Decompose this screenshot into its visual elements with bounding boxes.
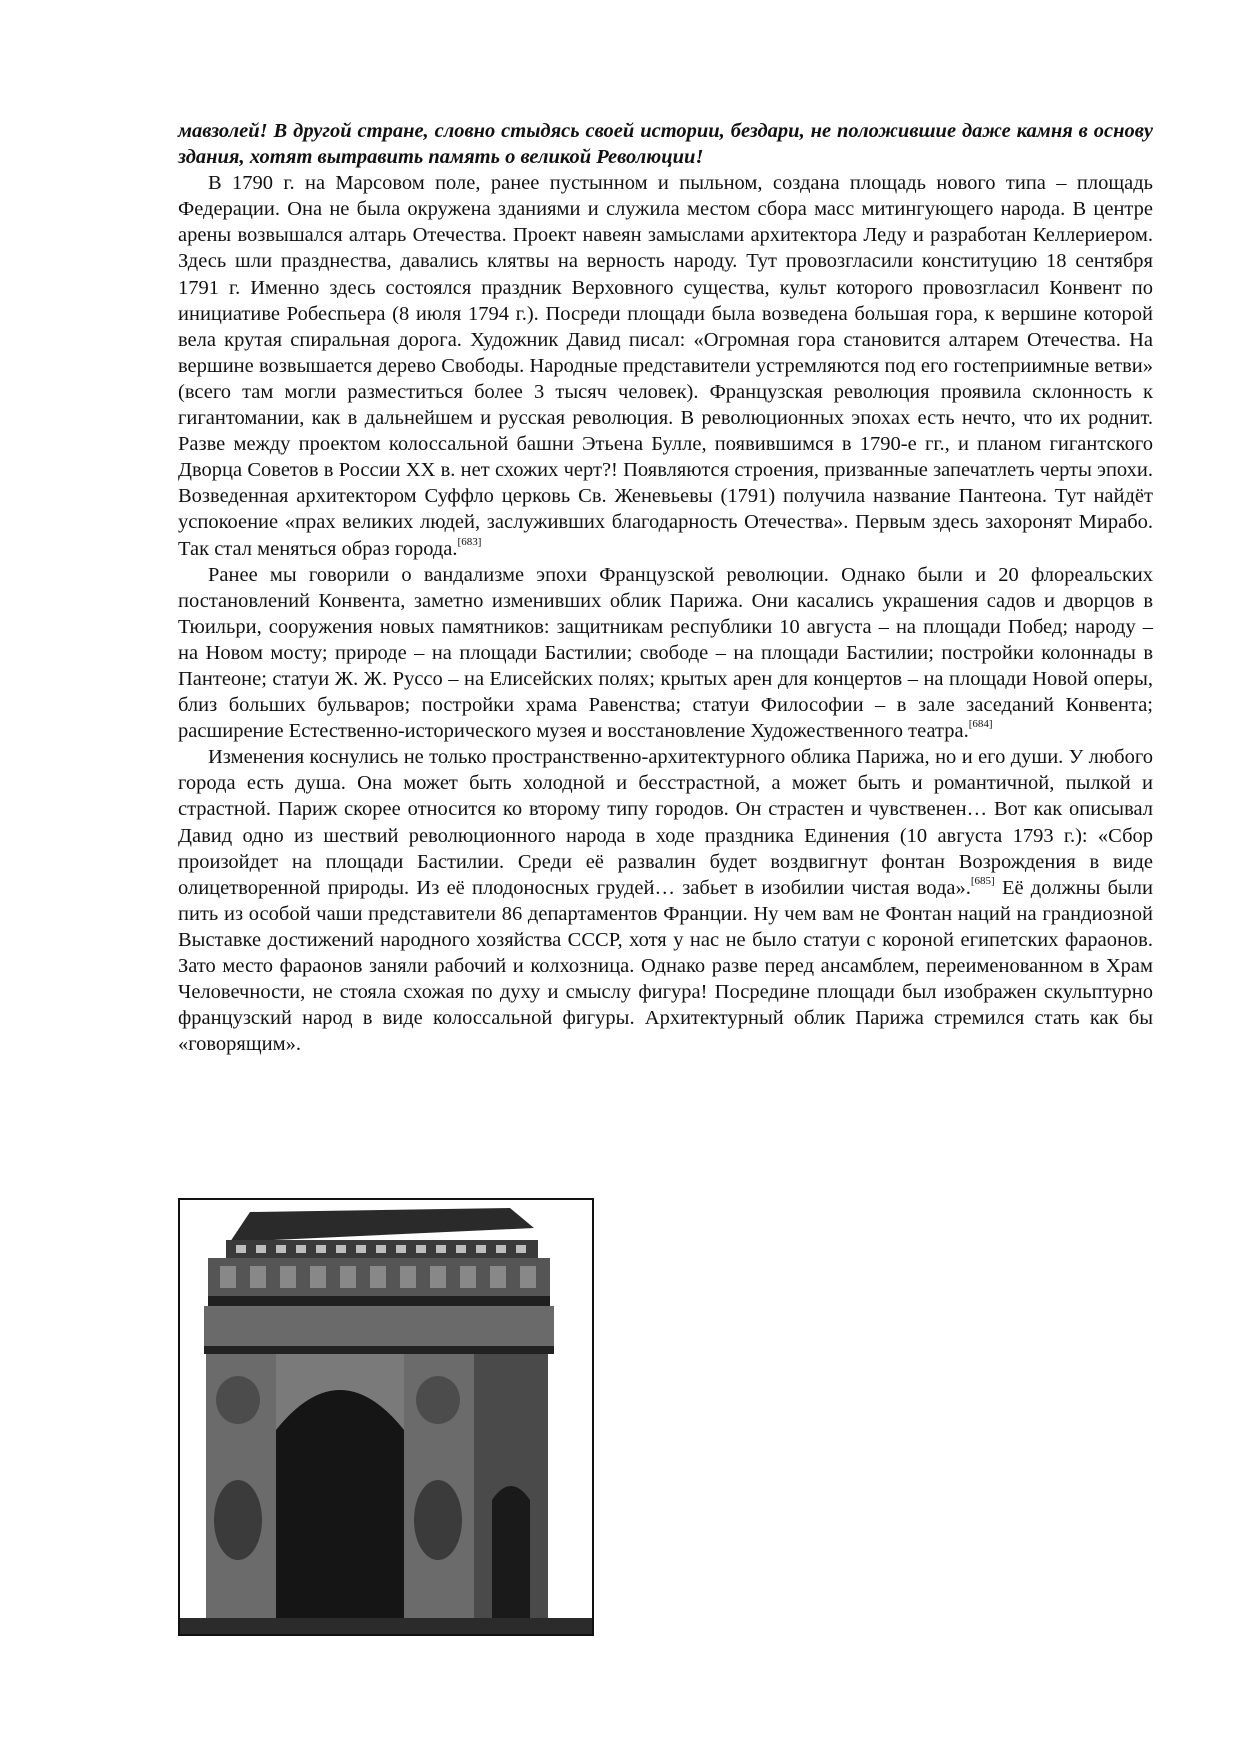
text-column: [178, 118, 1153, 1057]
paragraph-1-text: В 1790 г. на Марсовом поле, ранее пустынном и пыльном, создана площадь нового типа – площадь Федерации. Она не была окружена зданиями и служила местом сбора масс митингующего народа. В центре арены возвышался алтарь Отечества. Проект навеян замыслами архитектора Леду и разработан Келлериером. Здесь шли празднества, давались клятвы на верность народу. Тут провозгласили конституцию 18 сентября 1791 г. Именно здесь состоялся праздник Верховного существа, культ которого провозгласил Конвент по инициативе Робеспьера (8 июля 1794 г.). Посреди площади была возведена большая гора, к вершине которой вела крутая спиральная дорога. Художник Давид писал: «Огромная гора становится алтарем Отечества. На вершине возвышается дерево Свободы. Народные представители устремляются под его гостеприимные ветви» (всего там могли разместиться более 3 тысяч человек). Французская революция проявила склонность к гигантомании, как в дальнейшем и русская революция. В революционных эпохах есть нечто, что их роднит. Разве между проектом колоссальной башни Этьена Булле, появившимся в 1790-е гг., и планом гигантского Дворца Советов в России XX в. нет схожих черт?! Появляются строения, призванные запечатлеть черты эпохи. Возведенная архитектором Суффло церковь Св. Женевьевы (1791) получила название Пантеона. Тут найдёт успокоение «прах великих людей, заслуживших благодарность Отечества». Первым здесь захоронят Мирабо. Так стал меняться образ города.: [178, 172, 1153, 560]
arch-illustration: [180, 1200, 592, 1634]
footnote-ref-685[interactable]: [685]: [970, 874, 995, 887]
paragraph-1: [178, 170, 1153, 561]
paragraph-2: [178, 562, 1153, 745]
page-body: [178, 118, 1153, 1057]
paragraph-3: [178, 744, 1153, 1057]
footnote-ref-684[interactable]: [684]: [968, 718, 993, 731]
arc-de-triomphe-photo: [178, 1198, 594, 1636]
paragraph-3-text-b: Её должны были пить из особой чаши представители 86 департаментов Франции. Ну чем вам не Фонтан наций на грандиозной Выставке достижений народного хозяйства СССР, хотя у нас не было статуи с короной египетских фараонов. Зато место фараонов заняли рабочий и колхозница. Однако разве перед ансамблем, переименованном в Храм Человечности, не стояла схожая по духу и смыслу фигура! Посредине площади был изображен скульптурно французский народ в виде колоссальной фигуры. Архитектурный облик Парижа стремился стать как бы «говорящим».: [178, 876, 1154, 1056]
paragraph-2-text: Ранее мы говорили о вандализме эпохи Французской революции. Однако были и 20 флореальских постановлений Конвента, заметно изменивших облик Парижа. Они касались украшения садов и дворцов в Тюильри, сооружения новых памятников: защитникам республики 10 августа – на площади Побед; народу – на Новом мосту; природе – на площади Бастилии; свободе – на площади Бастилии; постройки колоннады в Пантеоне; статуи Ж. Ж. Руссо – на Елисейских полях; крытых арен для концертов – на площади Новой оперы, близ больших бульваров; постройки храма Равенства; статуи Философии – в зале заседаний Конвента; расширение Естественно-исторического музея и восстановление Художественного театра.: [178, 563, 1153, 743]
paragraph-3-text-a: Изменения коснулись не только пространственно-архитектурного облика Парижа, но и его души. У любого города есть душа. Она может быть холодной и бесстрастной, а может быть и романтичной, пылкой и страстной. Париж скорее относится ко второму типу городов. Он страстен и чувственен… Вот как описывал Давид одно из шествий революционного народа в ходе праздника Единения (10 августа 1793 г.): «Сбор произойдет на площади Бастилии. Среди её развалин будет воздвигнут фонтан Возрождения в виде олицетворенной природы. Из её плодоносных грудей… забьет в изобилии чистая вода».: [178, 746, 1153, 899]
intro-paragraph: мавзолей! В другой стране, словно стыдясь своей истории, бездари, не положившие даже камня в основу здания, хотят вытравить память о великой Революции!: [178, 120, 1153, 169]
footnote-ref-683[interactable]: [683]: [457, 535, 482, 548]
